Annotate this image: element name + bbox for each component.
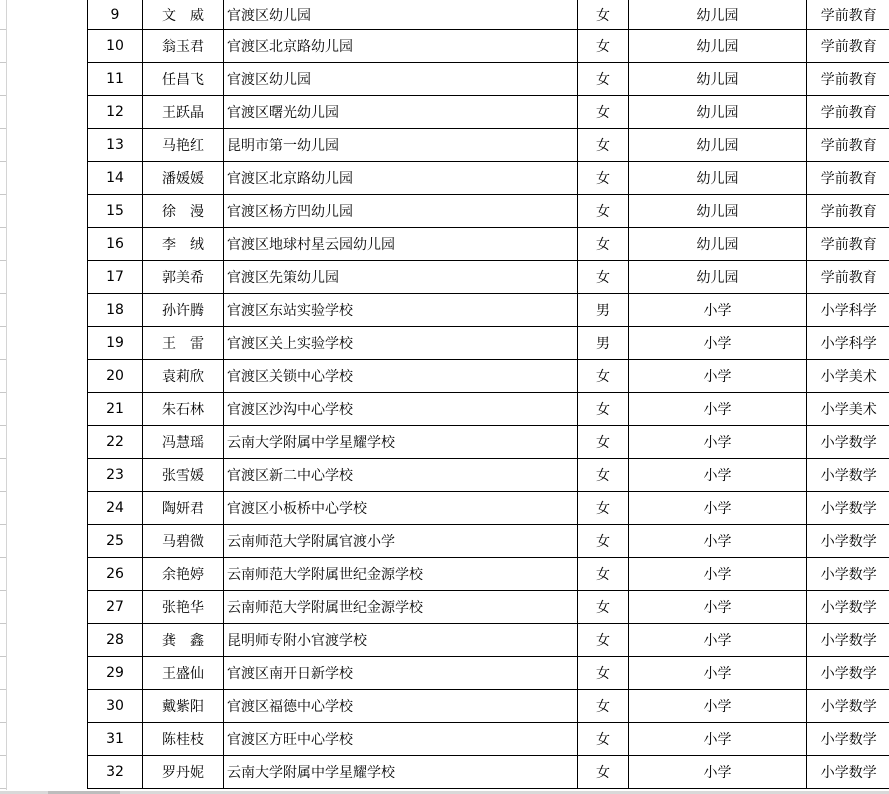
gutter-row-tick	[0, 359, 6, 360]
cell-number[interactable]: 30	[88, 690, 143, 723]
table-row	[88, 0, 889, 30]
cell-teacher-name[interactable]: 马碧微	[143, 525, 224, 558]
cell-gender[interactable]: 男	[578, 294, 629, 327]
gutter-row-tick	[0, 29, 6, 30]
cell-subject[interactable]: 小学数学	[807, 591, 889, 624]
cell-school-stage[interactable]: 小学	[629, 426, 807, 459]
cell-number[interactable]: 23	[88, 459, 143, 492]
table-row	[88, 558, 889, 591]
cell-school-stage[interactable]: 幼儿园	[629, 261, 807, 294]
cell-teacher-name[interactable]: 马艳红	[143, 129, 224, 162]
cell-subject[interactable]: 小学美术	[807, 360, 889, 393]
roster-table	[87, 0, 889, 789]
cell-teacher-name[interactable]: 李 绒	[143, 228, 224, 261]
cell-school-stage[interactable]: 小学	[629, 327, 807, 360]
cell-subject[interactable]: 小学数学	[807, 756, 889, 789]
cell-school[interactable]: 云南师范大学附属世纪金源学校	[224, 591, 578, 624]
cell-gender[interactable]: 女	[578, 228, 629, 261]
cell-subject[interactable]: 小学数学	[807, 690, 889, 723]
table-row	[88, 294, 889, 327]
gutter-row-tick	[0, 62, 6, 63]
cell-teacher-name[interactable]: 张雪媛	[143, 459, 224, 492]
cell-subject[interactable]: 学前教育	[807, 129, 889, 162]
cell-subject[interactable]: 小学数学	[807, 657, 889, 690]
cell-subject[interactable]: 小学数学	[807, 459, 889, 492]
cell-school[interactable]: 官渡区北京路幼儿园	[224, 30, 578, 63]
cell-number[interactable]: 32	[88, 756, 143, 789]
gutter-row-tick	[0, 722, 6, 723]
cell-number[interactable]: 11	[88, 63, 143, 96]
cell-gender[interactable]: 女	[578, 591, 629, 624]
gutter-row-tick	[0, 458, 6, 459]
cell-number[interactable]: 21	[88, 393, 143, 426]
gutter-row-tick	[0, 326, 6, 327]
cell-number[interactable]: 28	[88, 624, 143, 657]
cell-teacher-name[interactable]: 袁莉欣	[143, 360, 224, 393]
cell-school-stage[interactable]: 幼儿园	[629, 228, 807, 261]
cell-school[interactable]: 官渡区南开日新学校	[224, 657, 578, 690]
gutter-row-tick	[0, 590, 6, 591]
table-row	[88, 492, 889, 525]
cell-number[interactable]: 14	[88, 162, 143, 195]
cell-gender[interactable]: 女	[578, 393, 629, 426]
table-row	[88, 327, 889, 360]
table-row	[88, 162, 889, 195]
cell-gender[interactable]: 女	[578, 129, 629, 162]
cell-number[interactable]: 9	[88, 0, 143, 30]
cell-gender[interactable]: 女	[578, 63, 629, 96]
cell-school-stage[interactable]: 小学	[629, 558, 807, 591]
cell-school[interactable]: 云南师范大学附属官渡小学	[224, 525, 578, 558]
cell-subject[interactable]: 学前教育	[807, 228, 889, 261]
cell-teacher-name[interactable]: 翁玉君	[143, 30, 224, 63]
table-row	[88, 624, 889, 657]
cell-school[interactable]: 官渡区北京路幼儿园	[224, 162, 578, 195]
cell-school[interactable]: 昆明师专附小官渡学校	[224, 624, 578, 657]
cell-school-stage[interactable]: 幼儿园	[629, 63, 807, 96]
cell-teacher-name[interactable]: 戴紫阳	[143, 690, 224, 723]
cell-gender[interactable]: 女	[578, 96, 629, 129]
table-row	[88, 657, 889, 690]
cell-school-stage[interactable]: 小学	[629, 459, 807, 492]
cell-number[interactable]: 18	[88, 294, 143, 327]
table-row	[88, 525, 889, 558]
cell-school[interactable]: 官渡区关上实验学校	[224, 327, 578, 360]
cell-subject[interactable]: 学前教育	[807, 162, 889, 195]
cell-teacher-name[interactable]: 余艳婷	[143, 558, 224, 591]
cell-school-stage[interactable]: 小学	[629, 492, 807, 525]
gutter-row-tick	[0, 524, 6, 525]
table-row	[88, 96, 889, 129]
cell-school-stage[interactable]: 小学	[629, 657, 807, 690]
table-row	[88, 63, 889, 96]
table-row	[88, 690, 889, 723]
cell-school-stage[interactable]: 小学	[629, 690, 807, 723]
cell-school[interactable]: 官渡区福德中心学校	[224, 690, 578, 723]
gutter-row-tick	[0, 194, 6, 195]
cell-school-stage[interactable]: 小学	[629, 393, 807, 426]
cell-school-stage[interactable]: 小学	[629, 723, 807, 756]
cell-teacher-name[interactable]: 陶妍君	[143, 492, 224, 525]
gutter-row-tick	[0, 128, 6, 129]
gutter-row-tick	[0, 227, 6, 228]
cell-number[interactable]: 29	[88, 657, 143, 690]
gutter-row-tick	[0, 161, 6, 162]
table-row	[88, 591, 889, 624]
gutter-row-tick	[0, 95, 6, 96]
cell-subject[interactable]: 学前教育	[807, 0, 889, 30]
cell-number[interactable]: 31	[88, 723, 143, 756]
cell-teacher-name[interactable]: 文 威	[143, 0, 224, 30]
cell-gender[interactable]: 女	[578, 558, 629, 591]
table-row	[88, 261, 889, 294]
cell-subject[interactable]: 学前教育	[807, 96, 889, 129]
cell-school[interactable]: 官渡区曙光幼儿园	[224, 96, 578, 129]
gutter-row-tick	[0, 656, 6, 657]
cell-gender[interactable]: 女	[578, 261, 629, 294]
cell-school[interactable]: 官渡区新二中心学校	[224, 459, 578, 492]
cell-teacher-name[interactable]: 王盛仙	[143, 657, 224, 690]
cell-number[interactable]: 24	[88, 492, 143, 525]
gutter-row-tick	[0, 425, 6, 426]
table-row	[88, 195, 889, 228]
cell-school-stage[interactable]: 幼儿园	[629, 30, 807, 63]
cell-school[interactable]: 官渡区地球村星云园幼儿园	[224, 228, 578, 261]
cell-number[interactable]: 16	[88, 228, 143, 261]
cell-teacher-name[interactable]: 罗丹妮	[143, 756, 224, 789]
table-row	[88, 129, 889, 162]
cell-school-stage[interactable]: 幼儿园	[629, 129, 807, 162]
spreadsheet-grid	[87, 0, 889, 791]
cell-number[interactable]: 13	[88, 129, 143, 162]
cell-teacher-name[interactable]: 孙许腾	[143, 294, 224, 327]
cell-gender[interactable]: 女	[578, 426, 629, 459]
cell-teacher-name[interactable]: 陈桂枝	[143, 723, 224, 756]
gutter-row-tick	[0, 755, 6, 756]
gutter-row-tick	[0, 392, 6, 393]
cell-gender[interactable]: 女	[578, 756, 629, 789]
cell-subject[interactable]: 小学数学	[807, 492, 889, 525]
table-row	[88, 30, 889, 63]
table-row	[88, 228, 889, 261]
cell-teacher-name[interactable]: 王 雷	[143, 327, 224, 360]
cell-gender[interactable]: 女	[578, 624, 629, 657]
gutter-row-tick	[0, 260, 6, 261]
gutter-row-tick	[0, 623, 6, 624]
cell-gender[interactable]: 女	[578, 30, 629, 63]
cell-teacher-name[interactable]: 郭美希	[143, 261, 224, 294]
cell-school[interactable]: 官渡区先策幼儿园	[224, 261, 578, 294]
cell-teacher-name[interactable]: 朱石林	[143, 393, 224, 426]
cell-subject[interactable]: 小学科学	[807, 327, 889, 360]
cell-school[interactable]: 官渡区沙沟中心学校	[224, 393, 578, 426]
cell-school-stage[interactable]: 小学	[629, 360, 807, 393]
roster-table-body	[88, 0, 889, 789]
cell-teacher-name[interactable]: 龚 鑫	[143, 624, 224, 657]
cell-subject[interactable]: 小学数学	[807, 624, 889, 657]
cell-school[interactable]: 官渡区关锁中心学校	[224, 360, 578, 393]
table-row	[88, 756, 889, 789]
cell-teacher-name[interactable]: 冯慧瑶	[143, 426, 224, 459]
cell-school[interactable]: 昆明市第一幼儿园	[224, 129, 578, 162]
cell-subject[interactable]: 学前教育	[807, 30, 889, 63]
cell-subject[interactable]: 小学美术	[807, 393, 889, 426]
cell-school-stage[interactable]: 小学	[629, 756, 807, 789]
cell-school-stage[interactable]: 幼儿园	[629, 195, 807, 228]
cell-number[interactable]: 20	[88, 360, 143, 393]
gutter-divider	[6, 0, 7, 790]
cell-gender[interactable]: 女	[578, 657, 629, 690]
cell-gender[interactable]: 女	[578, 162, 629, 195]
cell-teacher-name[interactable]: 张艳华	[143, 591, 224, 624]
cell-teacher-name[interactable]: 王跃晶	[143, 96, 224, 129]
cell-gender[interactable]: 女	[578, 723, 629, 756]
cell-subject[interactable]: 学前教育	[807, 195, 889, 228]
cell-gender[interactable]: 女	[578, 690, 629, 723]
table-row	[88, 723, 889, 756]
cell-school[interactable]: 云南大学附属中学星耀学校	[224, 426, 578, 459]
cell-number[interactable]: 15	[88, 195, 143, 228]
gutter-row-tick	[0, 293, 6, 294]
cell-number[interactable]: 10	[88, 30, 143, 63]
cell-number[interactable]: 17	[88, 261, 143, 294]
cell-number[interactable]: 19	[88, 327, 143, 360]
cell-teacher-name[interactable]: 徐 漫	[143, 195, 224, 228]
cell-school[interactable]: 官渡区幼儿园	[224, 0, 578, 30]
gutter-row-tick	[0, 557, 6, 558]
cell-gender[interactable]: 女	[578, 195, 629, 228]
cell-school[interactable]: 官渡区方旺中心学校	[224, 723, 578, 756]
table-row	[88, 393, 889, 426]
cell-number[interactable]: 22	[88, 426, 143, 459]
cell-school[interactable]: 云南大学附属中学星耀学校	[224, 756, 578, 789]
cell-gender[interactable]: 女	[578, 360, 629, 393]
cell-gender[interactable]: 男	[578, 327, 629, 360]
cell-gender[interactable]: 女	[578, 459, 629, 492]
cell-school-stage[interactable]: 小学	[629, 294, 807, 327]
cell-number[interactable]: 12	[88, 96, 143, 129]
cell-school[interactable]: 云南师范大学附属世纪金源学校	[224, 558, 578, 591]
cell-subject[interactable]: 小学数学	[807, 426, 889, 459]
cell-school[interactable]: 官渡区杨方凹幼儿园	[224, 195, 578, 228]
cell-school-stage[interactable]: 小学	[629, 591, 807, 624]
table-row	[88, 426, 889, 459]
cell-school[interactable]: 官渡区小板桥中心学校	[224, 492, 578, 525]
table-row	[88, 459, 889, 492]
cell-subject[interactable]: 学前教育	[807, 261, 889, 294]
cell-school-stage[interactable]: 幼儿园	[629, 162, 807, 195]
gutter-row-tick	[0, 689, 6, 690]
cell-teacher-name[interactable]: 潘媛媛	[143, 162, 224, 195]
cell-school-stage[interactable]: 幼儿园	[629, 0, 807, 30]
cell-teacher-name[interactable]: 任昌飞	[143, 63, 224, 96]
cell-school-stage[interactable]: 幼儿园	[629, 96, 807, 129]
cell-school-stage[interactable]: 小学	[629, 525, 807, 558]
cell-number[interactable]: 26	[88, 558, 143, 591]
gutter-row-tick	[0, 788, 6, 789]
cell-subject[interactable]: 小学数学	[807, 558, 889, 591]
cell-subject[interactable]: 小学数学	[807, 723, 889, 756]
cell-school-stage[interactable]: 小学	[629, 624, 807, 657]
cell-number[interactable]: 25	[88, 525, 143, 558]
cell-number[interactable]: 27	[88, 591, 143, 624]
cell-subject[interactable]: 学前教育	[807, 63, 889, 96]
cell-school[interactable]: 官渡区幼儿园	[224, 63, 578, 96]
table-row	[88, 360, 889, 393]
gutter-row-tick	[0, 491, 6, 492]
cell-gender[interactable]: 女	[578, 0, 629, 30]
cell-school[interactable]: 官渡区东站实验学校	[224, 294, 578, 327]
cell-gender[interactable]: 女	[578, 492, 629, 525]
cell-subject[interactable]: 小学科学	[807, 294, 889, 327]
cell-gender[interactable]: 女	[578, 525, 629, 558]
cell-subject[interactable]: 小学数学	[807, 525, 889, 558]
